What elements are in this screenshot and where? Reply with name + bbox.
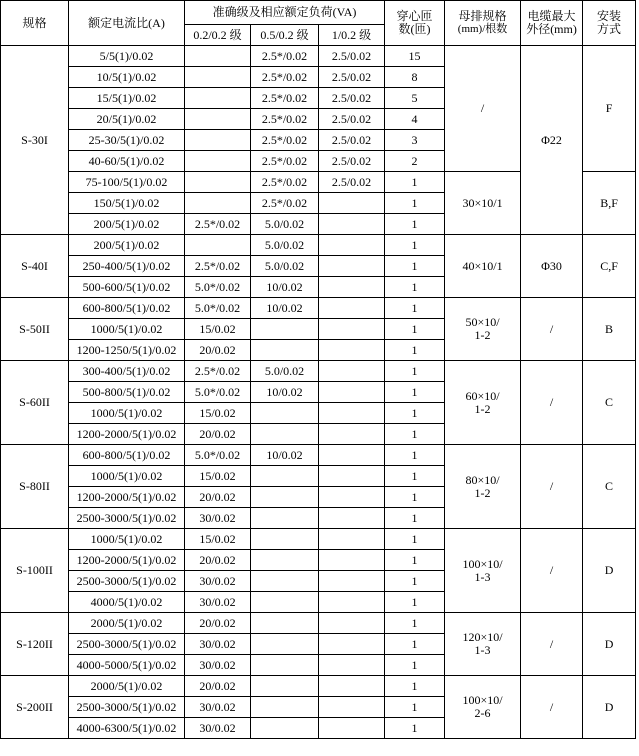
cable-cell: Φ30 (521, 235, 583, 298)
acc-0.2-cell: 20/0.02 (185, 613, 251, 634)
acc-1-cell (319, 424, 385, 445)
ratio-cell: 150/5(1)/0.02 (69, 193, 185, 214)
acc-0.2-cell (185, 67, 251, 88)
turns-cell: 1 (385, 466, 445, 487)
turns-cell: 1 (385, 634, 445, 655)
ratio-cell: 1200-2000/5(1)/0.02 (69, 424, 185, 445)
busbar-line1: 50×10/ (465, 315, 500, 329)
acc-0.2-cell: 15/0.02 (185, 529, 251, 550)
header-mount-line1: 安装 (597, 9, 622, 23)
turns-cell: 2 (385, 151, 445, 172)
model-cell: S-30I (1, 46, 69, 235)
header-acc-0.2: 0.2/0.2 级 (185, 25, 251, 46)
header-turns-line2: 数(匝) (398, 22, 431, 36)
mount-cell: C (583, 361, 636, 445)
acc-1-cell (319, 697, 385, 718)
acc-0.2-cell: 2.5*/0.02 (185, 361, 251, 382)
ratio-cell: 500-600/5(1)/0.02 (69, 277, 185, 298)
cable-cell: / (521, 361, 583, 445)
acc-0.5-cell: 10/0.02 (251, 298, 319, 319)
acc-0.2-cell: 15/0.02 (185, 466, 251, 487)
acc-0.5-cell (251, 613, 319, 634)
acc-0.5-cell: 10/0.02 (251, 382, 319, 403)
busbar-line1: 60×10/ (465, 388, 500, 403)
busbar-line1: 100×10/ (462, 556, 503, 571)
turns-cell: 1 (385, 697, 445, 718)
ratio-cell: 2500-3000/5(1)/0.02 (69, 508, 185, 529)
model-cell: S-80II (1, 445, 69, 529)
turns-cell: 1 (385, 592, 445, 613)
cable-cell: Φ22 (521, 46, 583, 235)
header-acc-1: 1/0.2 级 (319, 25, 385, 46)
header-turns-line1: 穿心匝 (396, 9, 433, 23)
turns-cell: 1 (385, 319, 445, 340)
header-busbar-line2: (mm)/根数 (457, 23, 508, 35)
turns-cell: 1 (385, 571, 445, 592)
acc-1-cell: 2.5/0.02 (319, 67, 385, 88)
acc-1-cell (319, 403, 385, 424)
acc-0.2-cell: 20/0.02 (185, 676, 251, 697)
mount-cell: F (583, 46, 636, 172)
acc-0.5-cell: 10/0.02 (251, 445, 319, 466)
acc-0.2-cell (185, 193, 251, 214)
acc-0.5-cell (251, 403, 319, 424)
acc-0.5-cell (251, 508, 319, 529)
acc-0.5-cell: 5.0/0.02 (251, 361, 319, 382)
header-turns (385, 1, 445, 46)
busbar-line2: 2-6 (474, 706, 491, 720)
acc-0.5-cell: 2.5*/0.02 (251, 109, 319, 130)
acc-0.2-cell: 2.5*/0.02 (185, 214, 251, 235)
turns-cell: 1 (385, 172, 445, 193)
acc-1-cell: 2.5/0.02 (319, 151, 385, 172)
turns-cell: 1 (385, 403, 445, 424)
header-busbar (445, 1, 521, 46)
ratio-cell: 10/5(1)/0.02 (69, 67, 185, 88)
turns-cell: 1 (385, 655, 445, 676)
acc-0.2-cell: 30/0.02 (185, 634, 251, 655)
mount-cell: D (583, 676, 636, 739)
turns-cell: 1 (385, 487, 445, 508)
turns-cell: 1 (385, 613, 445, 634)
header-busbar-line1: 母排规格 (458, 9, 507, 23)
acc-0.2-cell: 20/0.02 (185, 340, 251, 361)
acc-0.2-cell: 30/0.02 (185, 697, 251, 718)
acc-0.2-cell: 5.0*/0.02 (185, 277, 251, 298)
turns-cell: 1 (385, 193, 445, 214)
acc-1-cell: 2.5/0.02 (319, 172, 385, 193)
acc-0.2-cell: 5.0*/0.02 (185, 445, 251, 466)
acc-0.2-cell: 5.0*/0.02 (185, 298, 251, 319)
ratio-cell: 1000/5(1)/0.02 (69, 466, 185, 487)
ratio-cell: 1000/5(1)/0.02 (69, 403, 185, 424)
busbar-line2: 1-3 (474, 643, 491, 657)
acc-0.2-cell: 20/0.02 (185, 487, 251, 508)
acc-1-cell (319, 277, 385, 298)
table-row (1, 676, 636, 697)
ratio-cell: 25-30/5(1)/0.02 (69, 130, 185, 151)
header-accuracy-group: 准确级及相应额定负荷(VA) (185, 1, 385, 25)
acc-1-cell (319, 529, 385, 550)
ratio-cell: 20/5(1)/0.02 (69, 109, 185, 130)
turns-cell: 1 (385, 529, 445, 550)
ratio-cell: 1000/5(1)/0.02 (69, 319, 185, 340)
acc-0.5-cell: 2.5*/0.02 (251, 46, 319, 67)
busbar-cell (445, 529, 521, 613)
acc-0.2-cell: 30/0.02 (185, 655, 251, 676)
acc-0.5-cell: 5.0/0.02 (251, 214, 319, 235)
acc-0.5-cell: 10/0.02 (251, 277, 319, 298)
turns-cell: 1 (385, 718, 445, 739)
acc-1-cell (319, 613, 385, 634)
cable-cell: / (521, 613, 583, 676)
acc-0.5-cell: 5.0/0.02 (251, 235, 319, 256)
busbar-cell (445, 298, 521, 361)
turns-cell: 1 (385, 214, 445, 235)
turns-cell: 1 (385, 277, 445, 298)
acc-0.5-cell: 2.5*/0.02 (251, 88, 319, 109)
acc-1-cell (319, 214, 385, 235)
turns-cell: 3 (385, 130, 445, 151)
acc-0.5-cell (251, 571, 319, 592)
cable-cell: / (521, 298, 583, 361)
acc-0.5-cell: 2.5*/0.02 (251, 67, 319, 88)
acc-1-cell (319, 193, 385, 214)
acc-1-cell (319, 487, 385, 508)
busbar-cell (445, 676, 521, 739)
header-cable (521, 1, 583, 46)
ratio-cell: 4000/5(1)/0.02 (69, 592, 185, 613)
acc-1-cell (319, 298, 385, 319)
acc-0.5-cell: 2.5*/0.02 (251, 151, 319, 172)
ratio-cell: 1200-1250/5(1)/0.02 (69, 340, 185, 361)
acc-1-cell (319, 550, 385, 571)
table-row (1, 445, 636, 466)
turns-cell: 1 (385, 256, 445, 277)
acc-1-cell (319, 382, 385, 403)
acc-1-cell (319, 235, 385, 256)
turns-cell: 1 (385, 235, 445, 256)
acc-1-cell: 2.5/0.02 (319, 109, 385, 130)
header-cable-line1: 电缆最大 (527, 9, 576, 23)
acc-0.5-cell: 2.5*/0.02 (251, 172, 319, 193)
ratio-cell: 200/5(1)/0.02 (69, 214, 185, 235)
acc-1-cell (319, 571, 385, 592)
model-cell: S-200II (1, 676, 69, 739)
model-cell: S-120II (1, 613, 69, 676)
busbar-line2: 1-2 (474, 401, 491, 416)
busbar-cell (445, 613, 521, 676)
busbar-cell (445, 445, 521, 529)
busbar-cell: 40×10/1 (445, 235, 521, 298)
busbar-line1: 80×10/ (465, 472, 500, 487)
ratio-cell: 5/5(1)/0.02 (69, 46, 185, 67)
model-cell: S-40I (1, 235, 69, 298)
acc-0.2-cell: 30/0.02 (185, 571, 251, 592)
turns-cell: 1 (385, 424, 445, 445)
ratio-cell: 600-800/5(1)/0.02 (69, 445, 185, 466)
acc-0.2-cell: 2.5*/0.02 (185, 256, 251, 277)
model-cell: S-100II (1, 529, 69, 613)
acc-0.5-cell (251, 718, 319, 739)
table-row (1, 529, 636, 550)
acc-0.2-cell (185, 151, 251, 172)
busbar-line2: 1-2 (474, 485, 491, 500)
header-mount-line2: 方式 (597, 22, 622, 36)
turns-cell: 15 (385, 46, 445, 67)
acc-0.2-cell: 30/0.02 (185, 508, 251, 529)
acc-0.5-cell (251, 340, 319, 361)
turns-cell: 1 (385, 676, 445, 697)
ratio-cell: 4000-5000/5(1)/0.02 (69, 655, 185, 676)
ratio-cell: 2000/5(1)/0.02 (69, 676, 185, 697)
acc-0.5-cell (251, 655, 319, 676)
ratio-cell: 2000/5(1)/0.02 (69, 613, 185, 634)
mount-cell: B,F (583, 172, 636, 235)
acc-1-cell (319, 256, 385, 277)
ratio-cell: 600-800/5(1)/0.02 (69, 298, 185, 319)
turns-cell: 1 (385, 298, 445, 319)
acc-1-cell: 2.5/0.02 (319, 130, 385, 151)
turns-cell: 1 (385, 340, 445, 361)
acc-1-cell (319, 319, 385, 340)
busbar-line2: 1-3 (474, 569, 491, 584)
acc-1-cell: 2.5/0.02 (319, 46, 385, 67)
ratio-cell: 250-400/5(1)/0.02 (69, 256, 185, 277)
busbar-line1: 100×10/ (462, 693, 503, 707)
mount-cell: B (583, 298, 636, 361)
acc-0.5-cell (251, 676, 319, 697)
turns-cell: 1 (385, 508, 445, 529)
mount-cell: D (583, 613, 636, 676)
acc-0.2-cell: 5.0*/0.02 (185, 382, 251, 403)
acc-1-cell (319, 361, 385, 382)
acc-1-cell (319, 718, 385, 739)
table-row (1, 361, 636, 382)
acc-1-cell (319, 655, 385, 676)
acc-1-cell (319, 466, 385, 487)
header-acc-0.5: 0.5/0.2 级 (251, 25, 319, 46)
acc-0.2-cell: 30/0.02 (185, 718, 251, 739)
acc-1-cell (319, 340, 385, 361)
acc-0.2-cell (185, 235, 251, 256)
acc-0.5-cell (251, 592, 319, 613)
cable-cell: / (521, 676, 583, 739)
ratio-cell: 2500-3000/5(1)/0.02 (69, 697, 185, 718)
turns-cell: 5 (385, 88, 445, 109)
acc-0.5-cell: 2.5*/0.02 (251, 130, 319, 151)
ratio-cell: 4000-6300/5(1)/0.02 (69, 718, 185, 739)
busbar-line2: 1-2 (474, 328, 491, 342)
ratio-cell: 15/5(1)/0.02 (69, 88, 185, 109)
table-row (1, 613, 636, 634)
acc-1-cell (319, 508, 385, 529)
acc-1-cell (319, 592, 385, 613)
ratio-cell: 1200-2000/5(1)/0.02 (69, 487, 185, 508)
header-spec: 规格 (1, 1, 69, 46)
mount-cell: D (583, 529, 636, 613)
acc-0.5-cell (251, 424, 319, 445)
ratio-cell: 40-60/5(1)/0.02 (69, 151, 185, 172)
ratio-cell: 300-400/5(1)/0.02 (69, 361, 185, 382)
ratio-cell: 1000/5(1)/0.02 (69, 529, 185, 550)
acc-0.2-cell: 20/0.02 (185, 424, 251, 445)
busbar-cell: 30×10/1 (445, 172, 521, 235)
acc-0.2-cell (185, 109, 251, 130)
acc-0.5-cell: 5.0/0.02 (251, 256, 319, 277)
acc-0.5-cell (251, 466, 319, 487)
table-row (1, 235, 636, 256)
busbar-cell: / (445, 46, 521, 172)
header-ratio: 额定电流比(A) (69, 1, 185, 46)
ratio-cell: 2500-3000/5(1)/0.02 (69, 634, 185, 655)
ratio-cell: 500-800/5(1)/0.02 (69, 382, 185, 403)
busbar-line1: 120×10/ (462, 630, 503, 644)
model-cell: S-50II (1, 298, 69, 361)
ratio-cell: 2500-3000/5(1)/0.02 (69, 571, 185, 592)
acc-1-cell: 2.5/0.02 (319, 88, 385, 109)
acc-0.2-cell: 30/0.02 (185, 592, 251, 613)
acc-0.5-cell (251, 487, 319, 508)
ratio-cell: 200/5(1)/0.02 (69, 235, 185, 256)
turns-cell: 1 (385, 550, 445, 571)
acc-1-cell (319, 445, 385, 466)
cable-cell: / (521, 445, 583, 529)
acc-0.5-cell (251, 319, 319, 340)
cable-cell: / (521, 529, 583, 613)
acc-0.2-cell (185, 130, 251, 151)
mount-cell: C,F (583, 235, 636, 298)
acc-1-cell (319, 676, 385, 697)
turns-cell: 4 (385, 109, 445, 130)
acc-0.2-cell (185, 88, 251, 109)
turns-cell: 8 (385, 67, 445, 88)
model-cell: S-60II (1, 361, 69, 445)
turns-cell: 1 (385, 382, 445, 403)
acc-0.5-cell (251, 697, 319, 718)
acc-0.5-cell (251, 634, 319, 655)
acc-0.5-cell (251, 550, 319, 571)
acc-1-cell (319, 634, 385, 655)
acc-0.2-cell: 20/0.02 (185, 550, 251, 571)
table-row (1, 46, 636, 67)
mount-cell: C (583, 445, 636, 529)
ratio-cell: 1200-2000/5(1)/0.02 (69, 550, 185, 571)
table-row (1, 298, 636, 319)
acc-0.5-cell (251, 529, 319, 550)
acc-0.2-cell (185, 172, 251, 193)
acc-0.2-cell (185, 46, 251, 67)
ratio-cell: 75-100/5(1)/0.02 (69, 172, 185, 193)
turns-cell: 1 (385, 361, 445, 382)
turns-cell: 1 (385, 445, 445, 466)
header-mount (583, 1, 636, 46)
acc-0.2-cell: 15/0.02 (185, 319, 251, 340)
header-cable-line2: 外径(mm) (526, 22, 577, 36)
busbar-cell (445, 361, 521, 445)
acc-0.5-cell: 2.5*/0.02 (251, 193, 319, 214)
acc-0.2-cell: 15/0.02 (185, 403, 251, 424)
